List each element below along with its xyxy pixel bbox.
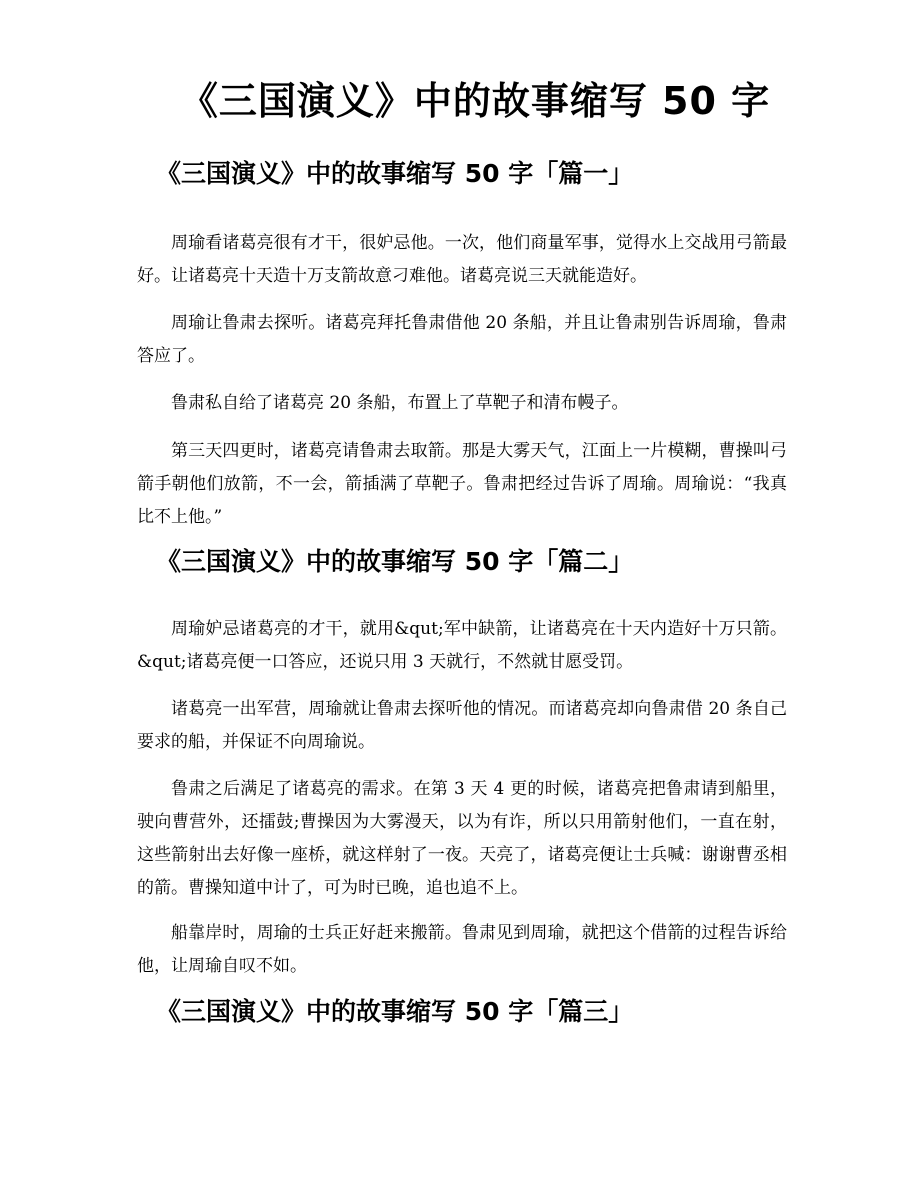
paragraph: 周瑜让鲁肃去探听。诸葛亮拜托鲁肃借他 20 条船，并且让鲁肃别告诉周瑜，鲁肃答应了。 xyxy=(137,313,787,366)
paragraph: 鲁肃私自给了诸葛亮 20 条船，布置上了草靶子和清布幔子。 xyxy=(171,393,629,413)
paragraph: 诸葛亮一出军营，周瑜就让鲁肃去探听他的情况。而诸葛亮却向鲁肃借 20 条自己要求的船，并保证不向周瑜说。 xyxy=(137,699,787,752)
paragraph: 第三天四更时，诸葛亮请鲁肃去取箭。那是大雾天气，江面上一片模糊，曹操叫弓箭手朝他们放箭，不一会，箭插满了草靶子。鲁肃把经过告诉了周瑜。周瑜说：“我真比不上他。” xyxy=(137,441,787,527)
paragraph: 周瑜看诸葛亮很有才干，很妒忌他。一次，他们商量军事，觉得水上交战用弓箭最好。让诸葛亮十天造十万支箭故意刁难他。诸葛亮说三天就能造好。 xyxy=(137,233,787,286)
paragraph: 鲁肃之后满足了诸葛亮的需求。在第 3 天 4 更的时候，诸葛亮把鲁肃请到船里，驶向曹营外，还擂鼓;曹操因为大雾漫天，以为有诈，所以只用箭射他们，一直在射，这些箭射出去好像一座桥，就这样射了一夜。天亮了，诸葛亮便让士兵喊：谢谢曹丞相的箭。曹操知道中计了，可为时已晚，追也追不上。 xyxy=(137,779,787,898)
document-title: 《三国演义》中的故事缩写 50 字 xyxy=(179,79,771,123)
section-heading-3: 《三国演义》中的故事缩写 50 字「篇三」 xyxy=(156,997,634,1026)
paragraph: 周瑜妒忌诸葛亮的才干，就用&qut;军中缺箭，让诸葛亮在十天内造好十万只箭。&qut;诸葛亮便一口答应，还说只用 3 天就行，不然就甘愿受罚。 xyxy=(137,619,787,672)
section-heading-1: 《三国演义》中的故事缩写 50 字「篇一」 xyxy=(156,159,634,188)
paragraph: 船靠岸时，周瑜的士兵正好赶来搬箭。鲁肃见到周瑜，就把这个借箭的过程告诉给他，让周瑜自叹不如。 xyxy=(137,923,787,976)
section-heading-2: 《三国演义》中的故事缩写 50 字「篇二」 xyxy=(156,547,634,576)
